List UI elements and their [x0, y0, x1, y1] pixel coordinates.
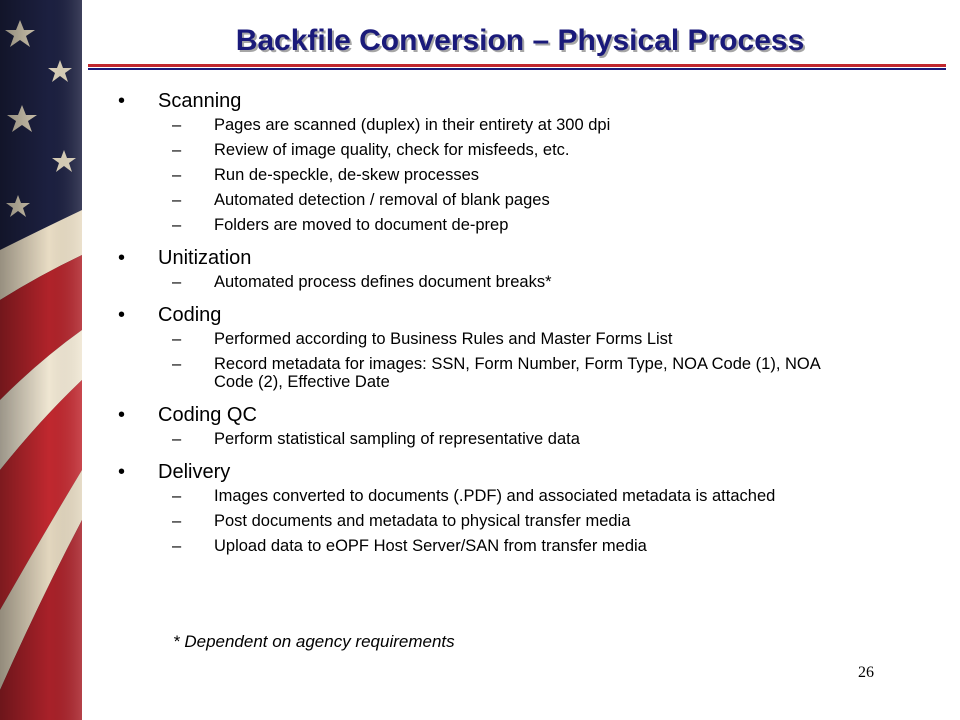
bullet-coding	[118, 303, 858, 391]
sub-item: – Review of image quality, check for misfeeds, etc.	[172, 141, 570, 159]
bullet-marker: •	[118, 90, 126, 112]
footnote: * Dependent on agency requirements	[173, 632, 455, 651]
sub-item: – Folders are moved to document de-prep	[172, 216, 509, 234]
sub-item: – Images converted to documents (.PDF) and associated metadata is attached	[172, 487, 776, 505]
bullet-label: Coding QC	[158, 404, 257, 426]
sub-item: – Post documents and metadata to physical transfer media	[172, 512, 631, 530]
bullet-label: Delivery	[158, 461, 231, 483]
sub-list	[118, 116, 858, 234]
bullet-marker: •	[118, 404, 126, 426]
bullet-unitization	[118, 246, 858, 291]
bullet-list	[118, 89, 858, 567]
sub-item: – Automated detection / removal of blank pages	[172, 191, 550, 209]
page-number: 26	[858, 664, 874, 681]
sub-list	[118, 273, 858, 291]
sub-list	[118, 430, 858, 448]
sub-list	[118, 330, 858, 391]
bullet-marker: •	[118, 461, 126, 483]
bullet-label: Unitization	[158, 247, 252, 269]
bullet-label: Coding	[158, 304, 222, 326]
bullet-scanning	[118, 89, 858, 234]
sub-item: – Run de-speckle, de-skew processes	[172, 166, 480, 184]
bullet-delivery	[118, 460, 858, 555]
sub-item: – Pages are scanned (duplex) in their entirety at 300 dpi	[172, 116, 611, 134]
title-underline-red	[88, 64, 946, 67]
sub-list	[118, 487, 858, 555]
flag-decoration-image	[0, 0, 82, 720]
bullet-coding-qc	[118, 403, 858, 448]
bullet-label: Scanning	[158, 90, 242, 112]
sub-item: – Perform statistical sampling of representative data	[172, 430, 580, 448]
slide-title: Backfile Conversion – Physical Process	[235, 24, 805, 57]
bullet-marker: •	[118, 247, 126, 269]
sub-item: – Performed according to Business Rules and Master Forms List	[172, 330, 673, 348]
sub-item: – Upload data to eOPF Host Server/SAN from transfer media	[172, 537, 647, 555]
title-underline-blue	[88, 68, 946, 70]
bullet-marker: •	[118, 304, 126, 326]
sub-item: – Record metadata for images: SSN, Form Number, Form Type, NOA Code (1), NOA Code (2), Effective Date	[172, 355, 820, 391]
sub-item: – Automated process defines document breaks*	[172, 273, 552, 291]
